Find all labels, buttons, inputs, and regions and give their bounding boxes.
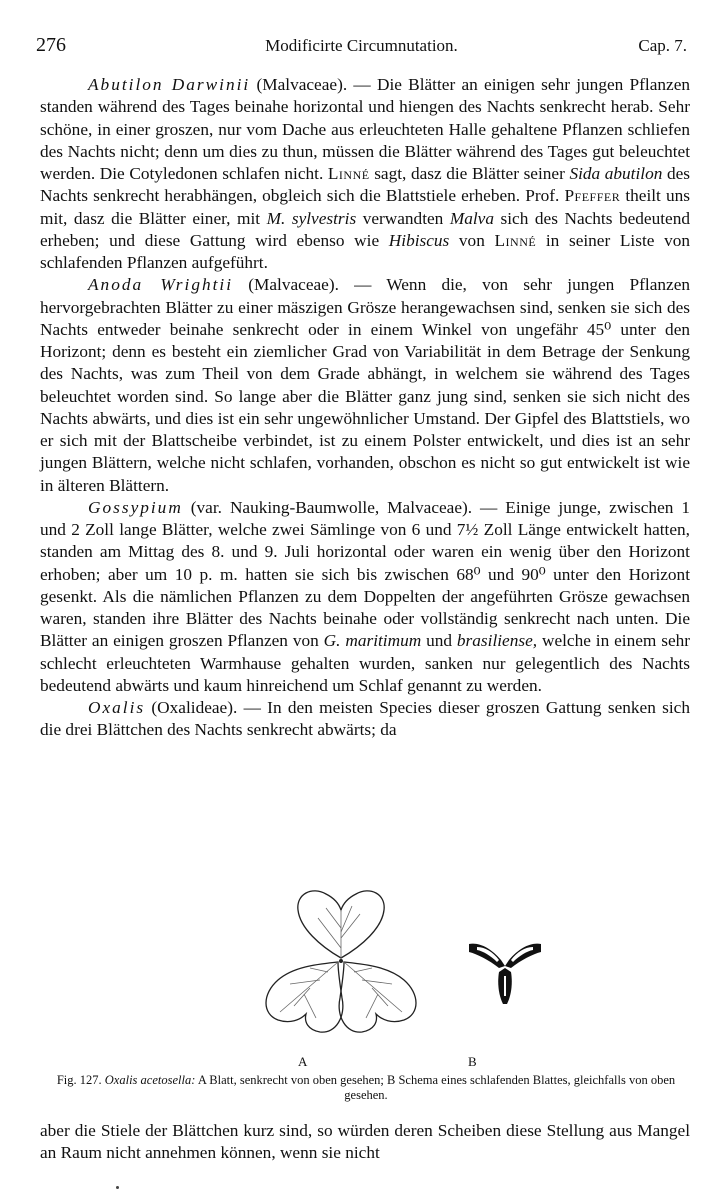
caption-species: Oxalis acetosella: xyxy=(104,1073,196,1087)
species-heading: Gossypium xyxy=(88,497,183,517)
text-run: (Oxalideae). — In den meisten Species dieser groszen Gattung senken sich die drei Blättchen des Nachts senkrecht abwärts; da xyxy=(40,698,690,740)
chapter-label: Cap. 7. xyxy=(638,36,687,55)
italic-term: brasiliense, xyxy=(456,631,538,651)
text-run: (Malvaceae). — Die Blätter an einigen sehr jungen Pflanzen standen während des Tages beinahe horizontal und hiengen des Nachts senkrecht herab. Sehr schöne, in einer groszen, nur vom Dache aus erleuchteten Halle gehaltene Pflanzen schliefen des Nachts nicht; denn um dies zu thun, müssen die Blätter während des Tages gut beleuchtet werden. Die Cotyledonen schlafen nicht. xyxy=(40,75,691,183)
italic-term: M. sylvestris xyxy=(266,208,357,228)
caption-text: A Blatt, senkrecht von oben gesehen; B Schema eines schlafenden Blattes, gleichfalls von oben gesehen. xyxy=(197,1073,676,1102)
italic-term: Hibiscus xyxy=(388,230,450,250)
text-run: (var. Nauking-Baumwolle, Malvaceae). — Einige junge, zwischen 1 und 2 Zoll lange Blätter, welche zwei Sämlinge von 6 und 7½ Zoll Länge entwickelt hatten, standen am Mittag des 8. und 9. Juli horizontal oder waren ein wenig über den Horizont erhoben; aber um 10 p. m. hatten sie sich bis zwischen 68⁰ und 90⁰ unter den Horizont gesenkt. Als die nämlichen Pflanzen zu dem Doppelten der angeführten Grösze gewachsen waren, standen ihre Blätter des Nachts beinahe oder vollständig senkrecht nach unten. Die Blätter an einigen groszen Pflanzen von xyxy=(40,497,690,651)
text-run: in seiner Liste von schlafenden Pflanzen aufgeführt. xyxy=(40,230,691,272)
figure-127 xyxy=(40,888,690,1038)
paragraph xyxy=(40,74,690,274)
text-run: theilt uns mit, dasz die Blätter einer, mit xyxy=(40,186,690,228)
page-header xyxy=(36,34,687,56)
italic-term: Malva xyxy=(449,208,494,228)
oxalis-leaf-drawing xyxy=(250,888,432,1036)
print-speck xyxy=(116,1186,119,1189)
running-title: Modificirte Circumnutation. xyxy=(265,36,458,55)
sleeping-leaf-schema xyxy=(467,938,543,1006)
text-run: und xyxy=(421,631,457,651)
figure-label-b: B xyxy=(468,1054,477,1069)
italic-term: G. maritimum xyxy=(323,631,422,651)
paragraph xyxy=(40,697,690,742)
figure-caption xyxy=(42,1073,690,1103)
text-run: sich des Nachts bedeutend erheben; und diese Gattung wird ebenso wie xyxy=(40,208,690,250)
paragraph xyxy=(40,497,690,697)
page-number: 276 xyxy=(36,34,66,56)
caption-lead: Fig. 127. xyxy=(56,1073,102,1087)
text-run: des Nachts senkrecht herabhängen, obgleich sich die Blattstiele erheben. Prof. xyxy=(40,164,691,206)
text-run: verwandten xyxy=(356,208,450,228)
text-run: (Malvaceae). — Wenn die, von sehr jungen Pflanzen hervorgebrachten Blätter zu einer mäszigen Grösze herangewachsen sind, senken sie sich des Nachts entweder beinahe senkrecht oder in einem Winkel von ungefähr 45⁰ unter den Horizont; denn es besteht ein ziemlicher Grad von Variabilität in dem Betrage der Senkung des Nachts, was zum Theil von dem Grade abhängt, in welchem sie während des Tages beleuchtet worden sind. So lange aber die Blätter ganz jung sind, senken sie sich nicht des Nachts abwärts, und dies ist ein sehr ungewöhnlicher Umstand. Der Gipfel des Blattstiels, wo er sich mit der Blattscheibe verbindet, ist zu einem Polster entwickelt, und dies ist an sehr jungen Blättern, welche nicht schlafen, vorhanden, obschon es nicht so gut entwickelt ist wie in älteren Blättern. xyxy=(40,275,690,495)
continuation-text: aber die Stiele der Blättchen kurz sind, so würden deren Scheiben diese Stellung aus Mangel an Raum nicht annehmen können, wenn sie nicht xyxy=(40,1121,690,1163)
species-heading: Oxalis xyxy=(88,698,146,717)
text-run: sagt, dasz die Blätter seiner xyxy=(369,164,570,183)
author-name: Pfeffer xyxy=(564,186,621,206)
text-run: welche in einem sehr schlecht erleuchteten Warmhause gehalten wurden, sanken nur gelegentlich des Nachts bedeutend abwärts und kaum hinreichend um Schlaf genannt zu werden. xyxy=(40,631,691,695)
author-name: Linné xyxy=(327,164,370,183)
paragraph xyxy=(40,274,690,497)
main-text xyxy=(40,74,690,742)
figure-label-a: A xyxy=(298,1054,308,1069)
species-heading: Abutilon Darwinii xyxy=(88,75,251,94)
italic-term: Sida abutilon xyxy=(569,164,663,183)
author-name: Linné xyxy=(494,230,537,250)
text-run: von xyxy=(449,230,495,250)
species-heading: Anoda Wrightii xyxy=(88,275,234,295)
